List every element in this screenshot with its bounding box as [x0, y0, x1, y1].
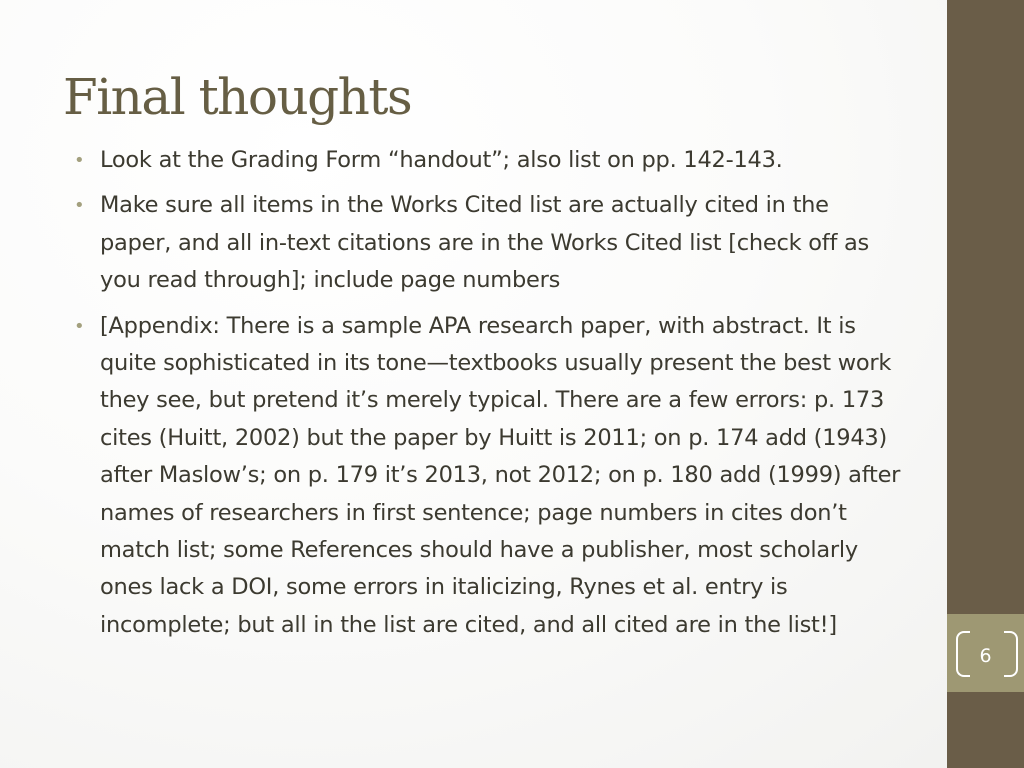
bullet-item: [74, 308, 904, 645]
bullet-dot-icon: •: [74, 315, 85, 337]
bullet-item: [74, 187, 904, 299]
page-number: 6: [979, 645, 992, 667]
bullet-item: [74, 142, 904, 179]
bullet-dot-icon: •: [74, 195, 85, 217]
slide-title: Final thoughts: [63, 68, 412, 126]
bullet-text: [Appendix: There is a sample APA research paper, with abstract. It is quite sophisticated in its tone—textbooks usually present the best work they see, but pretend it’s merely typical. There are a few errors: p. 173 cites (Huitt, 2002) but the paper by Huitt is 2011; on p. 174 add (1943) after Maslow’s; on p. 179 it’s 2013, not 2012; on p. 180 add (1999) after names of researchers in first sentence; page numbers in cites don’t match list; some References should have a publisher, most scholarly ones lack a DOI, some errors in italicizing, Rynes et al. entry is incomplete; but all in the list are cited, and all cited are in the list!]: [100, 312, 901, 638]
bullet-text: Make sure all items in the Works Cited list are actually cited in the paper, and all in-text citations are in the Works Cited list [check off as you read through]; include page numbers: [100, 192, 870, 294]
bullet-list: [74, 142, 904, 652]
bullet-text: Look at the Grading Form “handout”; also list on pp. 142-143.: [100, 147, 783, 173]
bullet-dot-icon: •: [74, 150, 85, 171]
